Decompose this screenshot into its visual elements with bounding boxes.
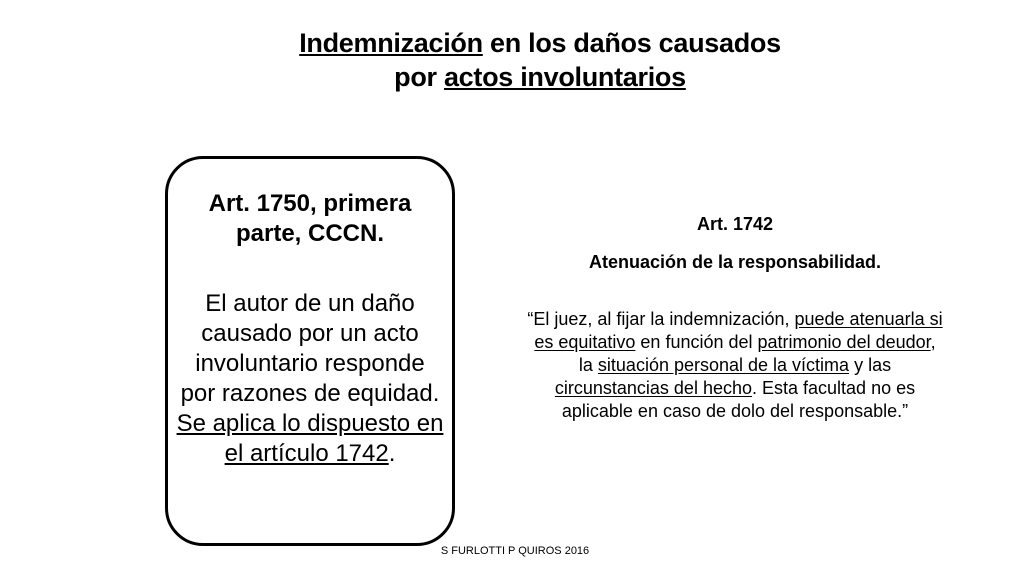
quote-part-3: en función del (635, 332, 758, 352)
article-1750-text: El autor de un daño causado por un acto involuntario responde por razones de equidad. (180, 290, 440, 407)
article-1750-reference: Se aplica lo dispuesto en el artículo 1742 (176, 410, 444, 467)
quote-underline-atenuarla: puede atenuarla si es equitativo (534, 309, 943, 352)
quote-part-5: , la (578, 332, 936, 375)
title-keyword-indemnizacion: Indemnización (299, 28, 483, 58)
quote-underline-situacion: situación personal de la víctima (597, 355, 850, 375)
article-1750-box (165, 156, 455, 546)
article-1742-subtitle: Atenuación de la responsabilidad. (588, 252, 882, 272)
title-line1-rest: en los daños causados (482, 28, 781, 58)
article-1750-period: . (388, 440, 396, 467)
article-1750-heading: Art. 1750, primera parte, CCCN. (208, 190, 412, 247)
article-1742-quote (525, 308, 945, 423)
article-1742-panel (520, 212, 950, 423)
quote-part-7: y las (849, 355, 892, 375)
quote-part-9: . Esta facultad no es aplicable en caso de dolo del responsable.” (561, 378, 916, 421)
quote-underline-patrimonio: patrimonio del deudor (757, 332, 931, 352)
article-1742-heading: Art. 1742 (696, 214, 774, 234)
quote-underline-circunstancias: circunstancias del hecho (554, 378, 752, 398)
title-line2-prefix: por (394, 62, 444, 92)
title-keyword-actos-involuntarios: actos involuntarios (443, 62, 686, 92)
article-1750-body (176, 289, 444, 469)
footer-credit: S FURLOTTI P QUIROS 2016 (440, 545, 590, 557)
slide-title (200, 26, 880, 94)
quote-part-1: “El juez, al fijar la indemnización, (527, 309, 795, 329)
